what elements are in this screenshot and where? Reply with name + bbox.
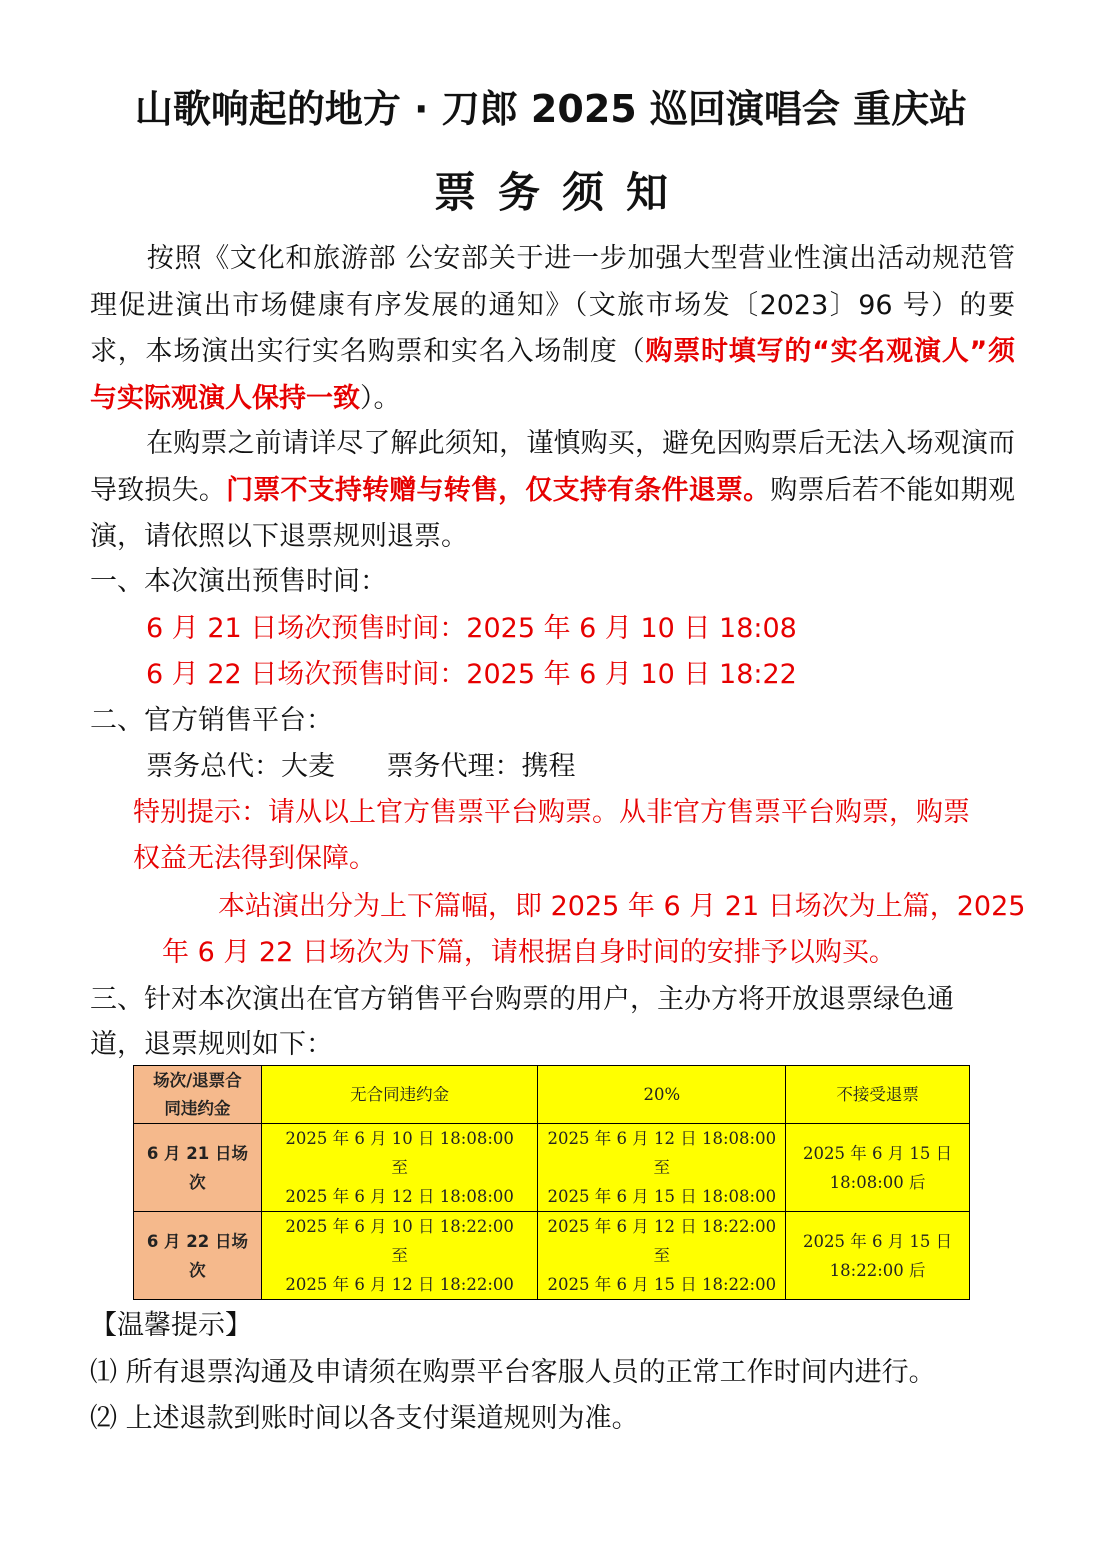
intro-p1-text-a: 按照《文化和旅游部 公安部关于进一步加强大型营业性演出活动规范管理促进演出市场健康有序发展的通知》（文旅市场发〔2023〕96 号）的要求，本场演出实行实名购票和实名入场制度（ bbox=[90, 243, 1015, 367]
special-tip-line2: 权益无法得到保障。 bbox=[133, 843, 376, 874]
special-tip-line1: 特别提示：请从以上官方售票平台购票。从非官方售票平台购票，购票 bbox=[133, 797, 970, 828]
period-start: 2025 年 6 月 12 日 18:08:00 bbox=[547, 1129, 777, 1148]
tip-item-1: ⑴ 所有退票沟通及申请须在购票平台客服人员的正常工作时间内进行。 bbox=[90, 1357, 936, 1388]
section1-heading: 一、本次演出预售时间： bbox=[90, 566, 387, 597]
no-refund-time: 18:08:00 后 bbox=[829, 1172, 926, 1192]
table-corner-header bbox=[134, 1066, 262, 1124]
section3-heading-line2: 道，退票规则如下： bbox=[90, 1029, 333, 1060]
cell-no-refund-after bbox=[786, 1212, 970, 1300]
period-to: 至 bbox=[653, 1158, 671, 1177]
page-subtitle: 票务须知 bbox=[433, 168, 690, 217]
intro-p2-text-a: 在购票之前请详尽了解此须知，谨慎购买，避免因购票后无法入场观演而导致损失。 bbox=[90, 428, 1015, 506]
intro-paragraph-2 bbox=[90, 421, 1015, 561]
table-header-row bbox=[134, 1066, 970, 1124]
no-refund-date: 2025 年 6 月 15 日 bbox=[802, 1143, 953, 1163]
table-row bbox=[134, 1124, 970, 1212]
period-end: 2025 年 6 月 15 日 18:22:00 bbox=[547, 1275, 777, 1294]
table-row bbox=[134, 1212, 970, 1300]
intro-p2-red-text: 门票不支持转赠与转售，仅支持有条件退票。 bbox=[226, 474, 771, 506]
period-end: 2025 年 6 月 12 日 18:22:00 bbox=[285, 1275, 514, 1294]
corner-header-line2: 同违约金 bbox=[164, 1098, 231, 1118]
row-label-line2: 次 bbox=[189, 1260, 206, 1280]
refund-rules-table bbox=[133, 1065, 970, 1300]
period-to: 至 bbox=[391, 1158, 408, 1177]
column-header-20-percent: 20% bbox=[538, 1066, 786, 1124]
section2-heading: 二、官方销售平台： bbox=[90, 705, 333, 736]
column-header-no-refund: 不接受退票 bbox=[786, 1066, 970, 1124]
intro-p1-red-text: 购票时填写的“实名观演人”须与实际观演人保持一致 bbox=[90, 336, 1016, 414]
cell-no-penalty-period bbox=[261, 1124, 538, 1212]
intro-p1-text-b: ）。 bbox=[360, 382, 401, 414]
official-platforms: 票务总代：大麦 票务代理：携程 bbox=[146, 751, 576, 782]
period-start: 2025 年 6 月 10 日 18:22:00 bbox=[285, 1217, 514, 1236]
intro-paragraph-1 bbox=[90, 236, 1015, 422]
page-title: 山歌响起的地方 · 刀郎 2025 巡回演唱会 重庆站 bbox=[134, 87, 968, 131]
cell-20-percent-period bbox=[538, 1212, 786, 1300]
row-label-line1: 6 月 22 日场 bbox=[146, 1231, 248, 1251]
no-refund-time: 18:22:00 后 bbox=[829, 1260, 926, 1280]
no-refund-date: 2025 年 6 月 15 日 bbox=[802, 1231, 953, 1251]
period-start: 2025 年 6 月 10 日 18:08:00 bbox=[285, 1129, 514, 1148]
intro-p2-text-b: 购票后若不能如期观演，请依照以下退票规则退票。 bbox=[90, 474, 1016, 552]
presale-time-0621: 6 月 21 日场次预售时间：2025 年 6 月 10 日 18:08 bbox=[146, 613, 797, 644]
section3-heading-line1: 三、针对本次演出在官方销售平台购票的用户，主办方将开放退票绿色通 bbox=[90, 984, 954, 1015]
period-end: 2025 年 6 月 15 日 18:08:00 bbox=[547, 1187, 777, 1206]
row-label-0622 bbox=[134, 1212, 262, 1300]
corner-header-line1: 场次/退票合 bbox=[153, 1070, 242, 1090]
row-label-line1: 6 月 21 日场 bbox=[146, 1143, 248, 1163]
cell-no-refund-after bbox=[786, 1124, 970, 1212]
row-label-0621 bbox=[134, 1124, 262, 1212]
period-start: 2025 年 6 月 12 日 18:22:00 bbox=[547, 1217, 777, 1236]
column-header-no-penalty: 无合同违约金 bbox=[261, 1066, 538, 1124]
period-to: 至 bbox=[391, 1246, 408, 1265]
cell-20-percent-period bbox=[538, 1124, 786, 1212]
period-end: 2025 年 6 月 12 日 18:08:00 bbox=[285, 1187, 514, 1206]
period-to: 至 bbox=[653, 1246, 671, 1265]
row-label-line2: 次 bbox=[189, 1172, 206, 1192]
tips-heading: 【温馨提示】 bbox=[90, 1310, 252, 1341]
session-note-line2: 年 6 月 22 日场次为下篇，请根据自身时间的安排予以购买。 bbox=[162, 937, 896, 968]
session-note-line1: 本站演出分为上下篇幅，即 2025 年 6 月 21 日场次为上篇，2025 bbox=[218, 891, 1026, 922]
cell-no-penalty-period bbox=[261, 1212, 538, 1300]
tip-item-2: ⑵ 上述退款到账时间以各支付渠道规则为准。 bbox=[90, 1403, 639, 1434]
presale-time-0622: 6 月 22 日场次预售时间：2025 年 6 月 10 日 18:22 bbox=[146, 659, 797, 690]
